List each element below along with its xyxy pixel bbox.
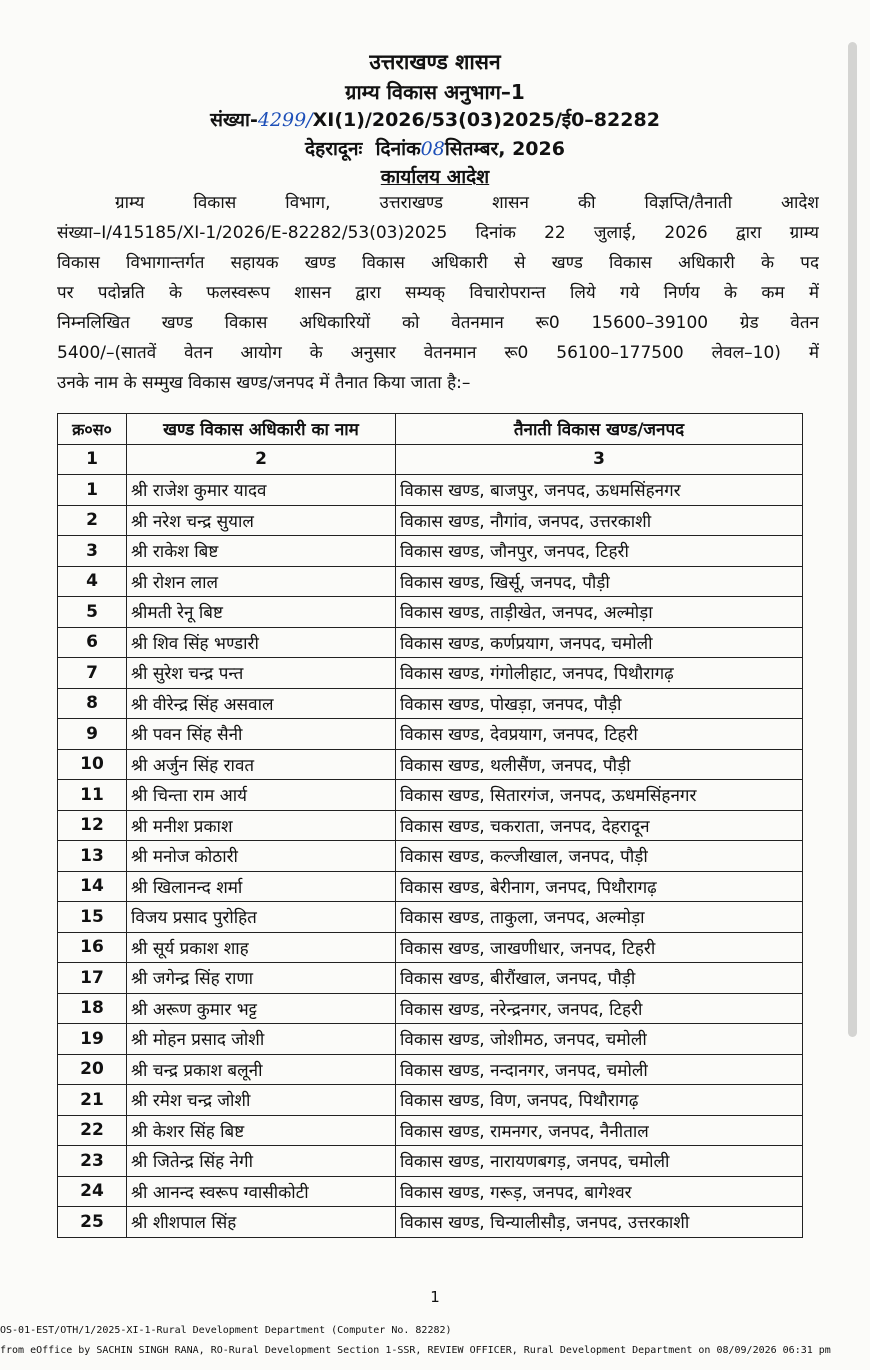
- table-header-row: [58, 414, 803, 445]
- table-row: [58, 871, 803, 902]
- table-row: [58, 505, 803, 536]
- column-number: 1: [58, 444, 127, 475]
- reference-prefix: संख्या-: [210, 109, 258, 131]
- name-cell: श्री रोशन लाल: [127, 566, 396, 597]
- serial-cell: 24: [58, 1176, 127, 1207]
- table-body: [58, 475, 803, 1238]
- column-header-name: खण्ड विकास अधिकारी का नाम: [127, 414, 396, 445]
- table-row: [58, 932, 803, 963]
- posting-cell: विकास खण्ड, नारायणबगड़, जनपद, चमोली: [396, 1146, 803, 1177]
- serial-cell: 13: [58, 841, 127, 872]
- vertical-scrollbar[interactable]: [848, 42, 857, 1037]
- serial-cell: 16: [58, 932, 127, 963]
- table-row: [58, 1207, 803, 1238]
- posting-cell: विकास खण्ड, विण, जनपद, पिथौरागढ़: [396, 1085, 803, 1116]
- name-cell: श्री सुरेश चन्द्र पन्त: [127, 658, 396, 689]
- body-line: 5400/–(सातवें वेतन आयोग के अनुसार वेतनमान रू0 56100–177500 लेवल–10) में: [57, 343, 819, 363]
- posting-cell: विकास खण्ड, जाखणीधार, जनपद, टिहरी: [396, 932, 803, 963]
- serial-cell: 6: [58, 627, 127, 658]
- name-cell: श्री अरूण कुमार भट्ट: [127, 993, 396, 1024]
- name-cell: श्री खिलानन्द शर्मा: [127, 871, 396, 902]
- name-cell: श्री अर्जुन सिंह रावत: [127, 749, 396, 780]
- serial-cell: 7: [58, 658, 127, 689]
- serial-cell: 2: [58, 505, 127, 536]
- table-row: [58, 658, 803, 689]
- name-cell: श्रीमती रेनू बिष्ट: [127, 597, 396, 628]
- table-row: [58, 841, 803, 872]
- name-cell: श्री जगेन्द्र सिंह राणा: [127, 963, 396, 994]
- table-row: [58, 1054, 803, 1085]
- posting-cell: विकास खण्ड, नरेन्द्रनगर, जनपद, टिहरी: [396, 993, 803, 1024]
- name-cell: श्री मोहन प्रसाद जोशी: [127, 1024, 396, 1055]
- name-cell: श्री पवन सिंह सैनी: [127, 719, 396, 750]
- body-line: पर पदोन्नति के फलस्वरूप शासन द्वारा सम्यक् विचारोपरान्त लिये गये निर्णय के कम में: [57, 283, 819, 303]
- posting-cell: विकास खण्ड, देवप्रयाग, जनपद, टिहरी: [396, 719, 803, 750]
- name-cell: श्री चिन्ता राम आर्य: [127, 780, 396, 811]
- date-suffix: सितम्बर, 2026: [444, 138, 565, 160]
- serial-cell: 19: [58, 1024, 127, 1055]
- table-row: [58, 1146, 803, 1177]
- name-cell: श्री सूर्य प्रकाश शाह: [127, 932, 396, 963]
- table-row: [58, 1176, 803, 1207]
- name-cell: श्री चन्द्र प्रकाश बलूनी: [127, 1054, 396, 1085]
- body-line: निम्नलिखित खण्ड विकास अधिकारियों को वेतनमान रू0 15600–39100 ग्रेड वेतन: [57, 313, 819, 333]
- posting-cell: विकास खण्ड, चकराता, जनपद, देहरादून: [396, 810, 803, 841]
- serial-cell: 14: [58, 871, 127, 902]
- table-row: [58, 810, 803, 841]
- posting-cell: विकास खण्ड, पोखड़ा, जनपद, पौड़ी: [396, 688, 803, 719]
- table-row: [58, 749, 803, 780]
- serial-cell: 3: [58, 536, 127, 567]
- table-row: [58, 902, 803, 933]
- body-line: ग्राम्य विकास विभाग, उत्तराखण्ड शासन की विज्ञप्ति/तैनाती आदेश: [115, 193, 819, 213]
- column-number: 3: [396, 444, 803, 475]
- posting-cell: विकास खण्ड, रामनगर, जनपद, नैनीताल: [396, 1115, 803, 1146]
- posting-cell: विकास खण्ड, ताकुला, जनपद, अल्मोड़ा: [396, 902, 803, 933]
- serial-cell: 4: [58, 566, 127, 597]
- posting-cell: विकास खण्ड, चिन्यालीसौड़, जनपद, उत्तरकाशी: [396, 1207, 803, 1238]
- table-row: [58, 688, 803, 719]
- posting-cell: विकास खण्ड, नौगांव, जनपद, उत्तरकाशी: [396, 505, 803, 536]
- table-row: [58, 1024, 803, 1055]
- posting-cell: विकास खण्ड, जोशीमठ, जनपद, चमोली: [396, 1024, 803, 1055]
- serial-cell: 18: [58, 993, 127, 1024]
- serial-cell: 1: [58, 475, 127, 506]
- posting-cell: विकास खण्ड, थलीसैंण, जनपद, पौड़ी: [396, 749, 803, 780]
- body-line: संख्या–I/415185/XI-1/2026/E-82282/53(03)2025 दिनांक 22 जुलाई, 2026 द्वारा ग्राम्य: [57, 223, 819, 243]
- posting-cell: विकास खण्ड, नन्दानगर, जनपद, चमोली: [396, 1054, 803, 1085]
- reference-number: [0, 106, 870, 132]
- name-cell: श्री मनीश प्रकाश: [127, 810, 396, 841]
- table-column-number-row: [58, 444, 803, 475]
- name-cell: श्री जितेन्द्र सिंह नेगी: [127, 1146, 396, 1177]
- table-row: [58, 566, 803, 597]
- table-row: [58, 1115, 803, 1146]
- order-body: [57, 188, 819, 398]
- table-row: [58, 963, 803, 994]
- section-title: ग्राम्य विकास अनुभाग–1: [345, 80, 525, 104]
- posting-cell: विकास खण्ड, कर्णप्रयाग, जनपद, चमोली: [396, 627, 803, 658]
- table-row: [58, 1085, 803, 1116]
- posting-cell: विकास खण्ड, गंगोलीहाट, जनपद, पिथौरागढ़: [396, 658, 803, 689]
- table-row: [58, 536, 803, 567]
- table-row: [58, 719, 803, 750]
- footer-eoffice-signature: from eOffice by SACHIN SINGH RANA, RO-Rural Development Section 1-SSR, REVIEW OFFICER, Rural Development Department on 08/09/2026 06:31 pm: [0, 1345, 831, 1356]
- column-header-posting: तैनाती विकास खण्ड/जनपद: [396, 414, 803, 445]
- date-handwritten: 08: [420, 138, 445, 160]
- posting-cell: विकास खण्ड, कल्जीखाल, जनपद, पौड़ी: [396, 841, 803, 872]
- name-cell: श्री नरेश चन्द्र सुयाल: [127, 505, 396, 536]
- table-row: [58, 993, 803, 1024]
- name-cell: श्री वीरेन्द्र सिंह असवाल: [127, 688, 396, 719]
- posting-cell: विकास खण्ड, बीरौंखाल, जनपद, पौड़ी: [396, 963, 803, 994]
- serial-cell: 5: [58, 597, 127, 628]
- posting-cell: विकास खण्ड, बाजपुर, जनपद, ऊधमसिंहनगर: [396, 475, 803, 506]
- serial-cell: 20: [58, 1054, 127, 1085]
- name-cell: श्री शीशपाल सिंह: [127, 1207, 396, 1238]
- posting-cell: विकास खण्ड, सितारगंज, जनपद, ऊधमसिंहनगर: [396, 780, 803, 811]
- serial-cell: 23: [58, 1146, 127, 1177]
- name-cell: श्री राकेश बिष्ट: [127, 536, 396, 567]
- order-title: कार्यालय आदेश: [380, 166, 490, 188]
- posting-cell: विकास खण्ड, खिर्सू, जनपद, पौड़ी: [396, 566, 803, 597]
- reference-suffix: XI(1)/2026/53(03)2025/ई0–82282: [312, 109, 660, 131]
- name-cell: विजय प्रसाद पुरोहित: [127, 902, 396, 933]
- posting-cell: विकास खण्ड, जौनपुर, जनपद, टिहरी: [396, 536, 803, 567]
- posting-cell: विकास खण्ड, गरूड़, जनपद, बागेश्वर: [396, 1176, 803, 1207]
- name-cell: श्री रमेश चन्द्र जोशी: [127, 1085, 396, 1116]
- serial-cell: 11: [58, 780, 127, 811]
- table-row: [58, 475, 803, 506]
- posting-cell: विकास खण्ड, बेरीनाग, जनपद, पिथौरागढ़: [396, 871, 803, 902]
- serial-cell: 8: [58, 688, 127, 719]
- name-cell: श्री मनोज कोठारी: [127, 841, 396, 872]
- column-header-serial: क्र०स०: [58, 414, 127, 445]
- body-line: विकास विभागान्तर्गत सहायक खण्ड विकास अधिकारी से खण्ड विकास अधिकारी के पद: [57, 253, 819, 273]
- table-row: [58, 627, 803, 658]
- page-number: 1: [430, 1288, 440, 1306]
- date-prefix: दिनांक: [375, 138, 421, 160]
- name-cell: श्री केशर सिंह बिष्ट: [127, 1115, 396, 1146]
- serial-cell: 17: [58, 963, 127, 994]
- reference-handwritten: 4299/: [257, 109, 313, 131]
- serial-cell: 12: [58, 810, 127, 841]
- table-row: [58, 597, 803, 628]
- serial-cell: 9: [58, 719, 127, 750]
- government-title: उत्तराखण्ड शासन: [369, 50, 501, 74]
- name-cell: श्री शिव सिंह भण्डारी: [127, 627, 396, 658]
- table-row: [58, 780, 803, 811]
- body-line: उनके नाम के सम्मुख विकास खण्ड/जनपद में तैनात किया जाता है:–: [57, 373, 471, 393]
- footer-file-reference: OS-01-EST/OTH/1/2025-XI-1-Rural Development Department (Computer No. 82282): [0, 1325, 452, 1336]
- date-line: [0, 135, 870, 161]
- serial-cell: 25: [58, 1207, 127, 1238]
- name-cell: श्री राजेश कुमार यादव: [127, 475, 396, 506]
- serial-cell: 22: [58, 1115, 127, 1146]
- posting-table: [57, 413, 803, 1238]
- posting-cell: विकास खण्ड, ताड़ीखेत, जनपद, अल्मोड़ा: [396, 597, 803, 628]
- column-number: 2: [127, 444, 396, 475]
- place: देहरादूनः: [305, 138, 363, 160]
- serial-cell: 21: [58, 1085, 127, 1116]
- name-cell: श्री आनन्द स्वरूप ग्वासीकोटी: [127, 1176, 396, 1207]
- serial-cell: 15: [58, 902, 127, 933]
- serial-cell: 10: [58, 749, 127, 780]
